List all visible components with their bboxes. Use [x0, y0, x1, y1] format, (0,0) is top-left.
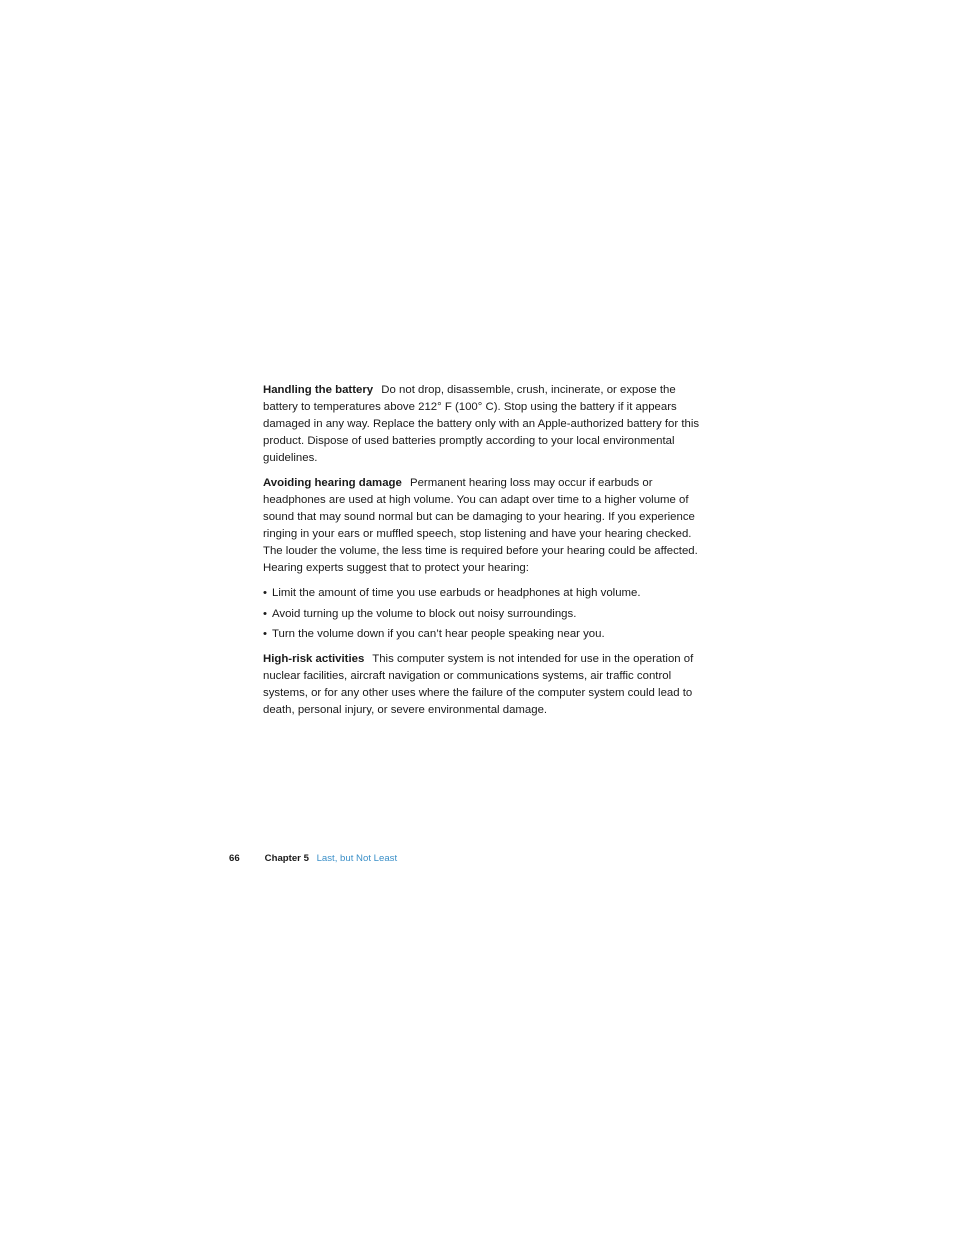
hearing-heading: Avoiding hearing damage — [263, 477, 402, 489]
hearing-text: Permanent hearing loss may occur if earbuds or headphones are used at high volume. You can adapt over time to a higher volume of sound that may sound normal but can be damaging to your hearing. If you experience ringing in your ears or muffled speech, stop listening and have your hearing checked. The louder the volume, the less time is required before your hearing could be affected. Hearing experts suggest that to protect your hearing: — [263, 477, 698, 574]
bullet-icon: • — [263, 628, 267, 640]
hearing-bullet-list — [263, 585, 709, 643]
bullet-icon: • — [263, 587, 267, 599]
page-footer — [229, 852, 397, 866]
list-item-text: Avoid turning up the volume to block out noisy surroundings. — [272, 607, 577, 620]
list-item — [263, 606, 709, 623]
chapter-title: Last, but Not Least — [316, 853, 398, 864]
high-risk-text: This computer system is not intended for use in the operation of nuclear facilities, aircraft navigation or communications systems, air traffic control systems, or for any other uses where the failure of the computer system could lead to death, personal injury, or severe environmental damage. — [263, 653, 694, 716]
battery-paragraph — [263, 382, 709, 467]
list-item — [263, 585, 709, 602]
list-item — [263, 626, 709, 643]
list-item-text: Limit the amount of time you use earbuds or headphones at high volume. — [272, 587, 641, 599]
battery-text: Do not drop, disassemble, crush, incinerate, or expose the battery to temperatures above 212° F (100° C). Stop using the battery if it appears damaged in any way. Replace the battery only with an Apple-authorized battery for this product. Dispose of used batteries promptly according to your local environmental guidelines. — [263, 384, 700, 464]
high-risk-paragraph — [263, 651, 709, 719]
document-body — [263, 382, 709, 727]
high-risk-heading: High-risk activities — [263, 653, 365, 665]
battery-heading: Handling the battery — [263, 384, 374, 396]
chapter-label: Chapter 5 — [264, 853, 309, 864]
page-number: 66 — [229, 853, 240, 864]
bullet-icon: • — [263, 607, 267, 620]
list-item-text: Turn the volume down if you can’t hear people speaking near you. — [272, 628, 605, 640]
hearing-paragraph — [263, 475, 709, 577]
